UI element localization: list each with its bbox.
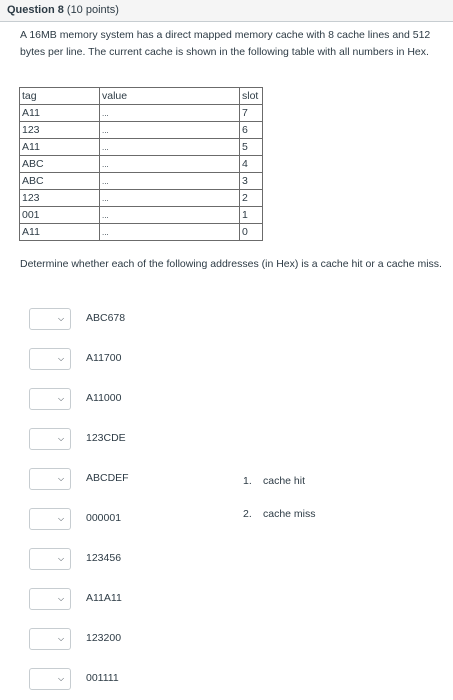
chevron-down-icon: ⌵	[58, 594, 65, 603]
answer-dropdown[interactable]	[29, 668, 71, 690]
table-row	[20, 224, 263, 241]
answer-dropdown[interactable]	[29, 348, 71, 370]
cell-slot: 4	[240, 156, 263, 173]
chevron-down-icon: ⌵	[58, 514, 65, 523]
option-label: cache miss	[263, 508, 316, 520]
column-header-tag: tag	[20, 88, 100, 105]
cell-slot: 5	[240, 139, 263, 156]
address-label: 123456	[86, 552, 122, 564]
cell-value: ...	[100, 190, 240, 207]
instructions-text: Determine whether each of the following addresses (in Hex) is a cache hit or a cache miss.	[20, 258, 442, 270]
address-label: 000001	[86, 512, 122, 524]
option-label: cache hit	[263, 475, 306, 487]
cell-value: ...	[100, 173, 240, 190]
cell-value: ...	[100, 139, 240, 156]
cell-tag: A11	[20, 224, 100, 241]
chevron-down-icon: ⌵	[58, 394, 65, 403]
answer-dropdown[interactable]	[29, 308, 71, 330]
table-row	[20, 139, 263, 156]
chevron-down-icon: ⌵	[58, 554, 65, 563]
cell-slot: 0	[240, 224, 263, 241]
cell-tag: A11	[20, 105, 100, 122]
question-number: Question 8	[7, 4, 64, 16]
address-label: 001111	[86, 672, 119, 684]
chevron-down-icon: ⌵	[58, 474, 65, 483]
address-label: ABCDEF	[86, 472, 129, 484]
answer-dropdown[interactable]	[29, 548, 71, 570]
chevron-down-icon: ⌵	[58, 434, 65, 443]
cell-slot: 2	[240, 190, 263, 207]
question-text: A 16MB memory system has a direct mapped memory cache with 8 cache lines and 512 bytes per line. The current cache is shown in the following table with all numbers in Hex.	[20, 29, 431, 58]
chevron-down-icon: ⌵	[58, 354, 65, 363]
option-number: 2.	[243, 508, 252, 520]
cell-tag: 123	[20, 122, 100, 139]
table-row	[20, 105, 263, 122]
question-header	[0, 0, 453, 22]
table-row	[20, 122, 263, 139]
column-header-slot: slot	[240, 88, 263, 105]
answer-dropdown[interactable]	[29, 428, 71, 450]
chevron-down-icon: ⌵	[58, 674, 65, 683]
cell-value: ...	[100, 105, 240, 122]
cell-value: ...	[100, 122, 240, 139]
table-row	[20, 207, 263, 224]
cell-value: ...	[100, 224, 240, 241]
address-label: A11A11	[86, 592, 122, 604]
answer-dropdown[interactable]	[29, 588, 71, 610]
table-row	[20, 190, 263, 207]
cache-table	[19, 87, 263, 241]
address-label: 123200	[86, 632, 122, 644]
answer-dropdown[interactable]	[29, 468, 71, 490]
chevron-down-icon: ⌵	[58, 314, 65, 323]
question-points: (10 points)	[66, 4, 119, 16]
answer-dropdown[interactable]	[29, 508, 71, 530]
table-row	[20, 156, 263, 173]
cell-slot: 1	[240, 207, 263, 224]
cell-tag: ABC	[20, 173, 100, 190]
cell-value: ...	[100, 207, 240, 224]
address-label: 123CDE	[86, 432, 126, 444]
option-number: 1.	[243, 475, 252, 487]
cell-tag: 123	[20, 190, 100, 207]
cell-slot: 6	[240, 122, 263, 139]
cell-slot: 3	[240, 173, 263, 190]
cell-value: ...	[100, 156, 240, 173]
cell-tag: A11	[20, 139, 100, 156]
address-label: ABC678	[86, 312, 126, 324]
table-row	[20, 173, 263, 190]
option-cache-miss	[243, 508, 316, 520]
answer-dropdown[interactable]	[29, 628, 71, 650]
chevron-down-icon: ⌵	[58, 634, 65, 643]
column-header-value: value	[100, 88, 240, 105]
address-label: A11700	[86, 352, 122, 364]
option-cache-hit	[243, 475, 305, 487]
cache-table-header	[20, 88, 263, 105]
question-title	[7, 4, 119, 16]
cell-tag: ABC	[20, 156, 100, 173]
cell-slot: 7	[240, 105, 263, 122]
address-label: A11000	[86, 392, 122, 404]
answer-dropdown[interactable]	[29, 388, 71, 410]
cell-tag: 001	[20, 207, 100, 224]
